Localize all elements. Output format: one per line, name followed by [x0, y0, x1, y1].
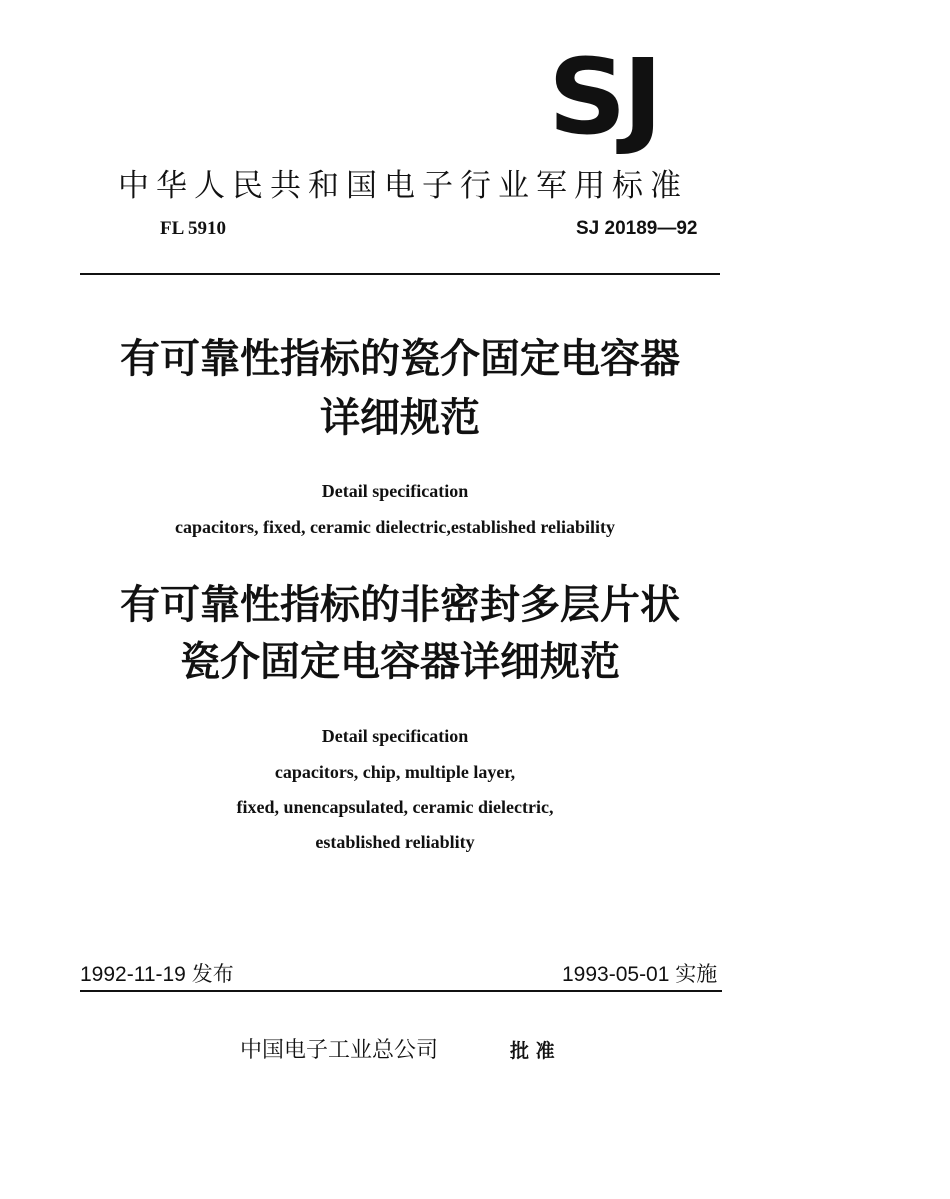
approving-organization: 中国电子工业总公司: [240, 1038, 439, 1063]
approval-action: 批 准: [510, 1040, 555, 1062]
spec2-en-line4: established reliablity: [315, 832, 475, 852]
standard-number: SJ 20189—92: [576, 218, 698, 239]
spec2-en-line1: Detail specification: [321, 726, 469, 746]
spec1-title-line1: 有可靠性指标的瓷介固定电容器: [120, 336, 680, 382]
footer-divider: [80, 990, 722, 992]
spec2-title-line2: 瓷介固定电容器详细规范: [180, 639, 620, 685]
spec1-title-line2: 详细规范: [320, 395, 480, 441]
header-divider: [80, 273, 720, 275]
issue-date: 1992-11-19 发布: [80, 963, 234, 986]
spec2-en-line3: fixed, unencapsulated, ceramic dielectric,: [236, 797, 554, 817]
sj-logo: SJ: [548, 36, 659, 158]
effective-date: 1993-05-01 实施: [562, 963, 718, 986]
spec1-en-line2: capacitors, fixed, ceramic dielectric,established reliability: [174, 517, 616, 537]
classification-code: FL 5910: [160, 218, 226, 239]
spec2-title-line1: 有可靠性指标的非密封多层片状: [120, 582, 680, 628]
spec2-en-line2: capacitors, chip, multiple layer,: [274, 762, 516, 782]
spec1-en-line1: Detail specification: [321, 481, 469, 501]
organization-header: 中华人民共和国电子行业军用标准: [118, 168, 688, 204]
